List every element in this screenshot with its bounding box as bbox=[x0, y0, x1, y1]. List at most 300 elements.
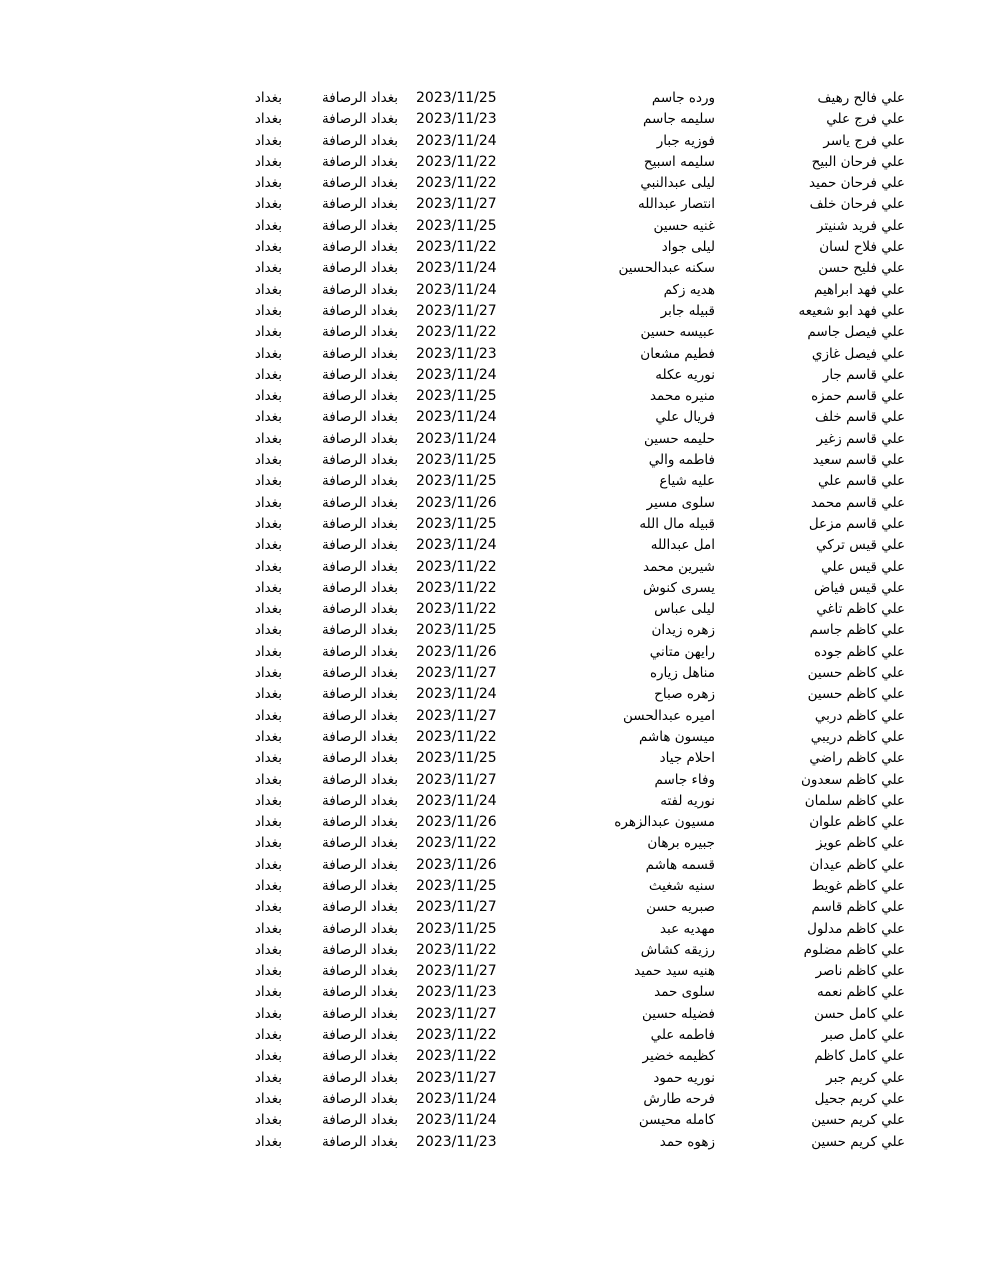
person-name: علي كاظم قاسم bbox=[811, 899, 905, 916]
mother-name: مهديه عبد bbox=[659, 920, 715, 937]
record-date: 2023/11/22 bbox=[416, 153, 497, 170]
directorate: بغداد الرصافة bbox=[322, 111, 398, 128]
record-date: 2023/11/26 bbox=[416, 643, 497, 660]
record-date: 2023/11/27 bbox=[416, 196, 497, 213]
directorate: بغداد الرصافة bbox=[322, 302, 398, 319]
governorate: بغداد bbox=[254, 388, 282, 405]
governorate: بغداد bbox=[254, 239, 282, 256]
mother-name: سلوى مسير bbox=[646, 494, 715, 511]
table-row bbox=[0, 216, 989, 237]
directorate: بغداد الرصافة bbox=[322, 686, 398, 703]
governorate: بغداد bbox=[254, 345, 282, 362]
record-date: 2023/11/23 bbox=[416, 984, 497, 1001]
record-date: 2023/11/25 bbox=[416, 515, 497, 532]
record-date: 2023/11/25 bbox=[416, 750, 497, 767]
mother-name: نوريه لفته bbox=[660, 792, 715, 809]
governorate: بغداد bbox=[254, 558, 282, 575]
mother-name: وفاء جاسم bbox=[654, 771, 715, 788]
table-row bbox=[0, 450, 989, 471]
directorate: بغداد الرصافة bbox=[322, 409, 398, 426]
governorate: بغداد bbox=[254, 1005, 282, 1022]
directorate: بغداد الرصافة bbox=[322, 260, 398, 277]
mother-name: عبيسه حسين bbox=[640, 324, 715, 341]
mother-name: سكنه عبدالحسين bbox=[618, 260, 715, 277]
governorate: بغداد bbox=[254, 537, 282, 554]
directorate: بغداد الرصافة bbox=[322, 792, 398, 809]
governorate: بغداد bbox=[254, 856, 282, 873]
record-date: 2023/11/25 bbox=[416, 622, 497, 639]
governorate: بغداد bbox=[254, 409, 282, 426]
governorate: بغداد bbox=[254, 899, 282, 916]
person-name: علي فرحان خلف bbox=[809, 196, 905, 213]
directorate: بغداد الرصافة bbox=[322, 388, 398, 405]
mother-name: نوريه حمود bbox=[653, 1069, 715, 1086]
table-row bbox=[0, 493, 989, 514]
governorate: بغداد bbox=[254, 728, 282, 745]
person-name: علي كريم جحيل bbox=[814, 1090, 905, 1107]
person-name: علي قيس فياض bbox=[813, 579, 905, 596]
mother-name: شيرين محمد bbox=[643, 558, 715, 575]
directorate: بغداد الرصافة bbox=[322, 239, 398, 256]
records-table bbox=[0, 88, 989, 1153]
directorate: بغداد الرصافة bbox=[322, 728, 398, 745]
person-name: علي كريم حسين bbox=[811, 1133, 905, 1150]
person-name: علي فليح حسن bbox=[818, 260, 905, 277]
record-date: 2023/11/24 bbox=[416, 281, 497, 298]
directorate: بغداد الرصافة bbox=[322, 814, 398, 831]
governorate: بغداد bbox=[254, 153, 282, 170]
directorate: بغداد الرصافة bbox=[322, 750, 398, 767]
person-name: علي فرج علي bbox=[826, 111, 905, 128]
governorate: بغداد bbox=[254, 90, 282, 106]
record-date: 2023/11/25 bbox=[416, 920, 497, 937]
directorate: بغداد الرصافة bbox=[322, 1027, 398, 1044]
person-name: علي قاسم خلف bbox=[814, 409, 905, 426]
directorate: بغداد الرصافة bbox=[322, 537, 398, 554]
person-name: علي كامل حسن bbox=[813, 1005, 905, 1022]
table-row bbox=[0, 599, 989, 620]
table-row bbox=[0, 258, 989, 279]
person-name: علي فلاح لسان bbox=[819, 239, 905, 256]
table-row bbox=[0, 88, 989, 109]
governorate: بغداد bbox=[254, 750, 282, 767]
directorate: بغداد الرصافة bbox=[322, 1133, 398, 1150]
table-row bbox=[0, 833, 989, 854]
mother-name: سليمه اسبيح bbox=[643, 153, 715, 170]
table-row bbox=[0, 237, 989, 258]
directorate: بغداد الرصافة bbox=[322, 941, 398, 958]
record-date: 2023/11/23 bbox=[416, 111, 497, 128]
record-date: 2023/11/24 bbox=[416, 260, 497, 277]
mother-name: احلام جياد bbox=[659, 750, 715, 767]
mother-name: زهره زيدان bbox=[651, 622, 715, 639]
governorate: بغداد bbox=[254, 686, 282, 703]
directorate: بغداد الرصافة bbox=[322, 366, 398, 383]
record-date: 2023/11/24 bbox=[416, 537, 497, 554]
directorate: بغداد الرصافة bbox=[322, 579, 398, 596]
mother-name: مناهل زياره bbox=[649, 665, 715, 682]
record-date: 2023/11/22 bbox=[416, 941, 497, 958]
table-row bbox=[0, 386, 989, 407]
governorate: بغداد bbox=[254, 707, 282, 724]
mother-name: جبيره برهان bbox=[647, 835, 715, 852]
mother-name: فوزيه جبار bbox=[656, 132, 715, 149]
table-row bbox=[0, 344, 989, 365]
governorate: بغداد bbox=[254, 473, 282, 490]
person-name: علي كاظم مضلوم bbox=[803, 941, 905, 958]
table-row bbox=[0, 982, 989, 1003]
record-date: 2023/11/26 bbox=[416, 814, 497, 831]
directorate: بغداد الرصافة bbox=[322, 856, 398, 873]
governorate: بغداد bbox=[254, 984, 282, 1001]
mother-name: انتصار عبدالله bbox=[638, 196, 715, 213]
person-name: علي كاظم دريبي bbox=[810, 728, 905, 745]
record-date: 2023/11/27 bbox=[416, 899, 497, 916]
governorate: بغداد bbox=[254, 260, 282, 277]
table-row bbox=[0, 642, 989, 663]
mother-name: زهره صباح bbox=[654, 686, 715, 703]
mother-name: يسرى كنوش bbox=[642, 579, 715, 596]
mother-name: فريال علي bbox=[655, 409, 715, 426]
governorate: بغداد bbox=[254, 175, 282, 192]
person-name: علي قاسم علي bbox=[818, 473, 905, 490]
person-name: علي كاظم غويط bbox=[811, 877, 905, 894]
governorate: بغداد bbox=[254, 281, 282, 298]
table-row bbox=[0, 109, 989, 130]
person-name: علي فرحان حميد bbox=[809, 175, 905, 192]
person-name: علي فيصل جاسم bbox=[807, 324, 905, 341]
table-row bbox=[0, 131, 989, 152]
table-row bbox=[0, 407, 989, 428]
person-name: علي كريم جبر bbox=[826, 1069, 905, 1086]
directorate: بغداد الرصافة bbox=[322, 622, 398, 639]
directorate: بغداد الرصافة bbox=[322, 1090, 398, 1107]
directorate: بغداد الرصافة bbox=[322, 1005, 398, 1022]
mother-name: صبريه حسن bbox=[646, 899, 715, 916]
table-row bbox=[0, 301, 989, 322]
person-name: علي فريد شنيتر bbox=[816, 217, 905, 234]
record-date: 2023/11/22 bbox=[416, 1048, 497, 1065]
directorate: بغداد الرصافة bbox=[322, 877, 398, 894]
person-name: علي فيصل غازي bbox=[811, 345, 905, 362]
governorate: بغداد bbox=[254, 963, 282, 980]
person-name: علي فالح رهيف bbox=[817, 90, 905, 106]
table-row bbox=[0, 940, 989, 961]
directorate: بغداد الرصافة bbox=[322, 175, 398, 192]
directorate: بغداد الرصافة bbox=[322, 153, 398, 170]
table-row bbox=[0, 535, 989, 556]
table-row bbox=[0, 173, 989, 194]
directorate: بغداد الرصافة bbox=[322, 899, 398, 916]
directorate: بغداد الرصافة bbox=[322, 707, 398, 724]
table-row bbox=[0, 897, 989, 918]
governorate: بغداد bbox=[254, 494, 282, 511]
table-row bbox=[0, 557, 989, 578]
record-date: 2023/11/24 bbox=[416, 366, 497, 383]
mother-name: رزيقه كشاش bbox=[640, 941, 715, 958]
table-row bbox=[0, 663, 989, 684]
governorate: بغداد bbox=[254, 665, 282, 682]
table-row bbox=[0, 578, 989, 599]
mother-name: سلوى حمد bbox=[654, 984, 715, 1001]
table-row bbox=[0, 620, 989, 641]
governorate: بغداد bbox=[254, 579, 282, 596]
table-row bbox=[0, 322, 989, 343]
record-date: 2023/11/23 bbox=[416, 345, 497, 362]
governorate: بغداد bbox=[254, 814, 282, 831]
record-date: 2023/11/27 bbox=[416, 1069, 497, 1086]
person-name: علي قاسم زغير bbox=[816, 430, 905, 447]
governorate: بغداد bbox=[254, 1048, 282, 1065]
record-date: 2023/11/27 bbox=[416, 302, 497, 319]
record-date: 2023/11/25 bbox=[416, 388, 497, 405]
record-date: 2023/11/25 bbox=[416, 217, 497, 234]
table-row bbox=[0, 1025, 989, 1046]
directorate: بغداد الرصافة bbox=[322, 835, 398, 852]
governorate: بغداد bbox=[254, 217, 282, 234]
mother-name: ورده جاسم bbox=[651, 90, 715, 106]
directorate: بغداد الرصافة bbox=[322, 963, 398, 980]
directorate: بغداد الرصافة bbox=[322, 643, 398, 660]
directorate: بغداد الرصافة bbox=[322, 473, 398, 490]
mother-name: اميره عبدالحسن bbox=[623, 707, 715, 724]
table-row bbox=[0, 1089, 989, 1110]
governorate: بغداد bbox=[254, 1112, 282, 1129]
person-name: علي فهد ابراهيم bbox=[813, 281, 905, 298]
governorate: بغداد bbox=[254, 835, 282, 852]
governorate: بغداد bbox=[254, 111, 282, 128]
governorate: بغداد bbox=[254, 622, 282, 639]
record-date: 2023/11/25 bbox=[416, 452, 497, 469]
table-row bbox=[0, 471, 989, 492]
record-date: 2023/11/26 bbox=[416, 856, 497, 873]
mother-name: زهوه حمد bbox=[659, 1133, 715, 1150]
record-date: 2023/11/24 bbox=[416, 1112, 497, 1129]
directorate: بغداد الرصافة bbox=[322, 1112, 398, 1129]
mother-name: كظيمه خضير bbox=[642, 1048, 715, 1065]
person-name: علي كاظم عيدان bbox=[809, 856, 905, 873]
record-date: 2023/11/24 bbox=[416, 409, 497, 426]
mother-name: ليلى جواد bbox=[661, 239, 715, 256]
table-row bbox=[0, 748, 989, 769]
directorate: بغداد الرصافة bbox=[322, 1048, 398, 1065]
person-name: علي كاظم سلمان bbox=[804, 792, 905, 809]
governorate: بغداد bbox=[254, 941, 282, 958]
record-date: 2023/11/24 bbox=[416, 792, 497, 809]
person-name: علي كاظم نعمه bbox=[817, 984, 905, 1001]
governorate: بغداد bbox=[254, 792, 282, 809]
mother-name: فضيله حسين bbox=[642, 1005, 715, 1022]
record-date: 2023/11/24 bbox=[416, 686, 497, 703]
mother-name: رايهن متاني bbox=[649, 643, 715, 660]
mother-name: فاطمه والي bbox=[648, 452, 715, 469]
governorate: بغداد bbox=[254, 1090, 282, 1107]
directorate: بغداد الرصافة bbox=[322, 984, 398, 1001]
record-date: 2023/11/25 bbox=[416, 473, 497, 490]
table-row bbox=[0, 876, 989, 897]
table-row bbox=[0, 1004, 989, 1025]
record-date: 2023/11/26 bbox=[416, 494, 497, 511]
mother-name: كامله محيسن bbox=[638, 1112, 715, 1129]
mother-name: فرحه طارش bbox=[643, 1090, 715, 1107]
governorate: بغداد bbox=[254, 643, 282, 660]
table-row bbox=[0, 919, 989, 940]
directorate: بغداد الرصافة bbox=[322, 324, 398, 341]
mother-name: قسمه هاشم bbox=[645, 856, 715, 873]
record-date: 2023/11/22 bbox=[416, 1027, 497, 1044]
person-name: علي فرحان البيح bbox=[811, 153, 905, 170]
record-date: 2023/11/22 bbox=[416, 558, 497, 575]
directorate: بغداد الرصافة bbox=[322, 515, 398, 532]
mother-name: ليلى عبدالنبي bbox=[640, 175, 715, 192]
directorate: بغداد الرصافة bbox=[322, 920, 398, 937]
table-row bbox=[0, 1132, 989, 1153]
person-name: علي فهد ابو شعيعه bbox=[798, 302, 905, 319]
record-date: 2023/11/22 bbox=[416, 728, 497, 745]
person-name: علي فرج ياسر bbox=[823, 132, 905, 149]
record-date: 2023/11/22 bbox=[416, 175, 497, 192]
table-row bbox=[0, 1046, 989, 1067]
record-date: 2023/11/24 bbox=[416, 1090, 497, 1107]
mother-name: حليمه حسين bbox=[644, 430, 715, 447]
person-name: علي كريم حسين bbox=[811, 1112, 905, 1129]
table-row bbox=[0, 961, 989, 982]
directorate: بغداد الرصافة bbox=[322, 345, 398, 362]
table-row bbox=[0, 280, 989, 301]
record-date: 2023/11/27 bbox=[416, 1005, 497, 1022]
mother-name: نوريه عكله bbox=[655, 366, 715, 383]
person-name: علي كاظم ناصر bbox=[815, 963, 905, 980]
table-row bbox=[0, 812, 989, 833]
directorate: بغداد الرصافة bbox=[322, 558, 398, 575]
mother-name: سنيه شغيث bbox=[648, 877, 715, 894]
person-name: علي قاسم سعيد bbox=[812, 452, 905, 469]
directorate: بغداد الرصافة bbox=[322, 1069, 398, 1086]
directorate: بغداد الرصافة bbox=[322, 196, 398, 213]
mother-name: هديه زكم bbox=[663, 281, 715, 298]
person-name: علي كامل كاظم bbox=[814, 1048, 905, 1065]
person-name: علي كاظم تاغي bbox=[816, 601, 905, 618]
person-name: علي كاظم جاسم bbox=[809, 622, 905, 639]
directorate: بغداد الرصافة bbox=[322, 771, 398, 788]
governorate: بغداد bbox=[254, 515, 282, 532]
person-name: علي كامل صبر bbox=[821, 1027, 905, 1044]
directorate: بغداد الرصافة bbox=[322, 452, 398, 469]
table-row bbox=[0, 770, 989, 791]
person-name: علي قيس تركي bbox=[816, 537, 905, 554]
mother-name: قبيله جابر bbox=[660, 302, 715, 319]
record-date: 2023/11/27 bbox=[416, 963, 497, 980]
person-name: علي كاظم علوان bbox=[809, 814, 905, 831]
directorate: بغداد الرصافة bbox=[322, 132, 398, 149]
table-row bbox=[0, 684, 989, 705]
governorate: بغداد bbox=[254, 302, 282, 319]
record-date: 2023/11/27 bbox=[416, 707, 497, 724]
table-row bbox=[0, 514, 989, 535]
record-date: 2023/11/24 bbox=[416, 132, 497, 149]
record-date: 2023/11/22 bbox=[416, 835, 497, 852]
table-row bbox=[0, 194, 989, 215]
table-row bbox=[0, 855, 989, 876]
governorate: بغداد bbox=[254, 452, 282, 469]
mother-name: عليه شياع bbox=[659, 473, 715, 490]
governorate: بغداد bbox=[254, 920, 282, 937]
mother-name: مسيون عبدالزهره bbox=[614, 814, 715, 831]
person-name: علي كاظم جوده bbox=[813, 643, 905, 660]
person-name: علي كاظم راضي bbox=[809, 750, 905, 767]
governorate: بغداد bbox=[254, 1027, 282, 1044]
governorate: بغداد bbox=[254, 324, 282, 341]
directorate: بغداد الرصافة bbox=[322, 430, 398, 447]
table-row bbox=[0, 791, 989, 812]
mother-name: ميسون هاشم bbox=[638, 728, 715, 745]
mother-name: سليمه جاسم bbox=[643, 111, 715, 128]
table-row bbox=[0, 706, 989, 727]
mother-name: فطيم مشعان bbox=[640, 345, 715, 362]
governorate: بغداد bbox=[254, 196, 282, 213]
person-name: علي قاسم حمزه bbox=[811, 388, 905, 405]
record-date: 2023/11/25 bbox=[416, 877, 497, 894]
directorate: بغداد الرصافة bbox=[322, 217, 398, 234]
person-name: علي قاسم مزعل bbox=[808, 515, 905, 532]
record-date: 2023/11/22 bbox=[416, 601, 497, 618]
record-date: 2023/11/22 bbox=[416, 579, 497, 596]
table-row bbox=[0, 365, 989, 386]
directorate: بغداد الرصافة bbox=[322, 665, 398, 682]
person-name: علي قاسم جار bbox=[822, 366, 905, 383]
person-name: علي كاظم سعدون bbox=[801, 771, 905, 788]
record-date: 2023/11/24 bbox=[416, 430, 497, 447]
mother-name: امل عبدالله bbox=[650, 537, 715, 554]
table-row bbox=[0, 152, 989, 173]
mother-name: فاطمه علي bbox=[650, 1027, 715, 1044]
person-name: علي قاسم محمد bbox=[810, 494, 905, 511]
person-name: علي قيس علي bbox=[821, 558, 905, 575]
governorate: بغداد bbox=[254, 366, 282, 383]
governorate: بغداد bbox=[254, 430, 282, 447]
mother-name: غنيه حسين bbox=[653, 217, 715, 234]
person-name: علي كاظم دربي bbox=[814, 707, 905, 724]
person-name: علي كاظم حسين bbox=[807, 686, 905, 703]
person-name: علي كاظم حسين bbox=[807, 665, 905, 682]
governorate: بغداد bbox=[254, 771, 282, 788]
table-row bbox=[0, 727, 989, 748]
governorate: بغداد bbox=[254, 1069, 282, 1086]
governorate: بغداد bbox=[254, 132, 282, 149]
record-date: 2023/11/22 bbox=[416, 239, 497, 256]
record-date: 2023/11/27 bbox=[416, 665, 497, 682]
mother-name: منيره محمد bbox=[649, 388, 715, 405]
table-row bbox=[0, 1110, 989, 1131]
person-name: علي كاظم عويز bbox=[816, 835, 905, 852]
record-date: 2023/11/25 bbox=[416, 90, 497, 106]
record-date: 2023/11/27 bbox=[416, 771, 497, 788]
record-date: 2023/11/23 bbox=[416, 1133, 497, 1150]
table-row bbox=[0, 1068, 989, 1089]
mother-name: قبيله مال الله bbox=[639, 515, 715, 532]
mother-name: هنيه سيد حميد bbox=[634, 963, 715, 980]
governorate: بغداد bbox=[254, 1133, 282, 1150]
directorate: بغداد الرصافة bbox=[322, 494, 398, 511]
directorate: بغداد الرصافة bbox=[322, 90, 398, 106]
directorate: بغداد الرصافة bbox=[322, 601, 398, 618]
record-date: 2023/11/22 bbox=[416, 324, 497, 341]
governorate: بغداد bbox=[254, 601, 282, 618]
mother-name: ليلى عباس bbox=[654, 601, 715, 618]
person-name: علي كاظم مدلول bbox=[807, 920, 905, 937]
table-row bbox=[0, 429, 989, 450]
directorate: بغداد الرصافة bbox=[322, 281, 398, 298]
